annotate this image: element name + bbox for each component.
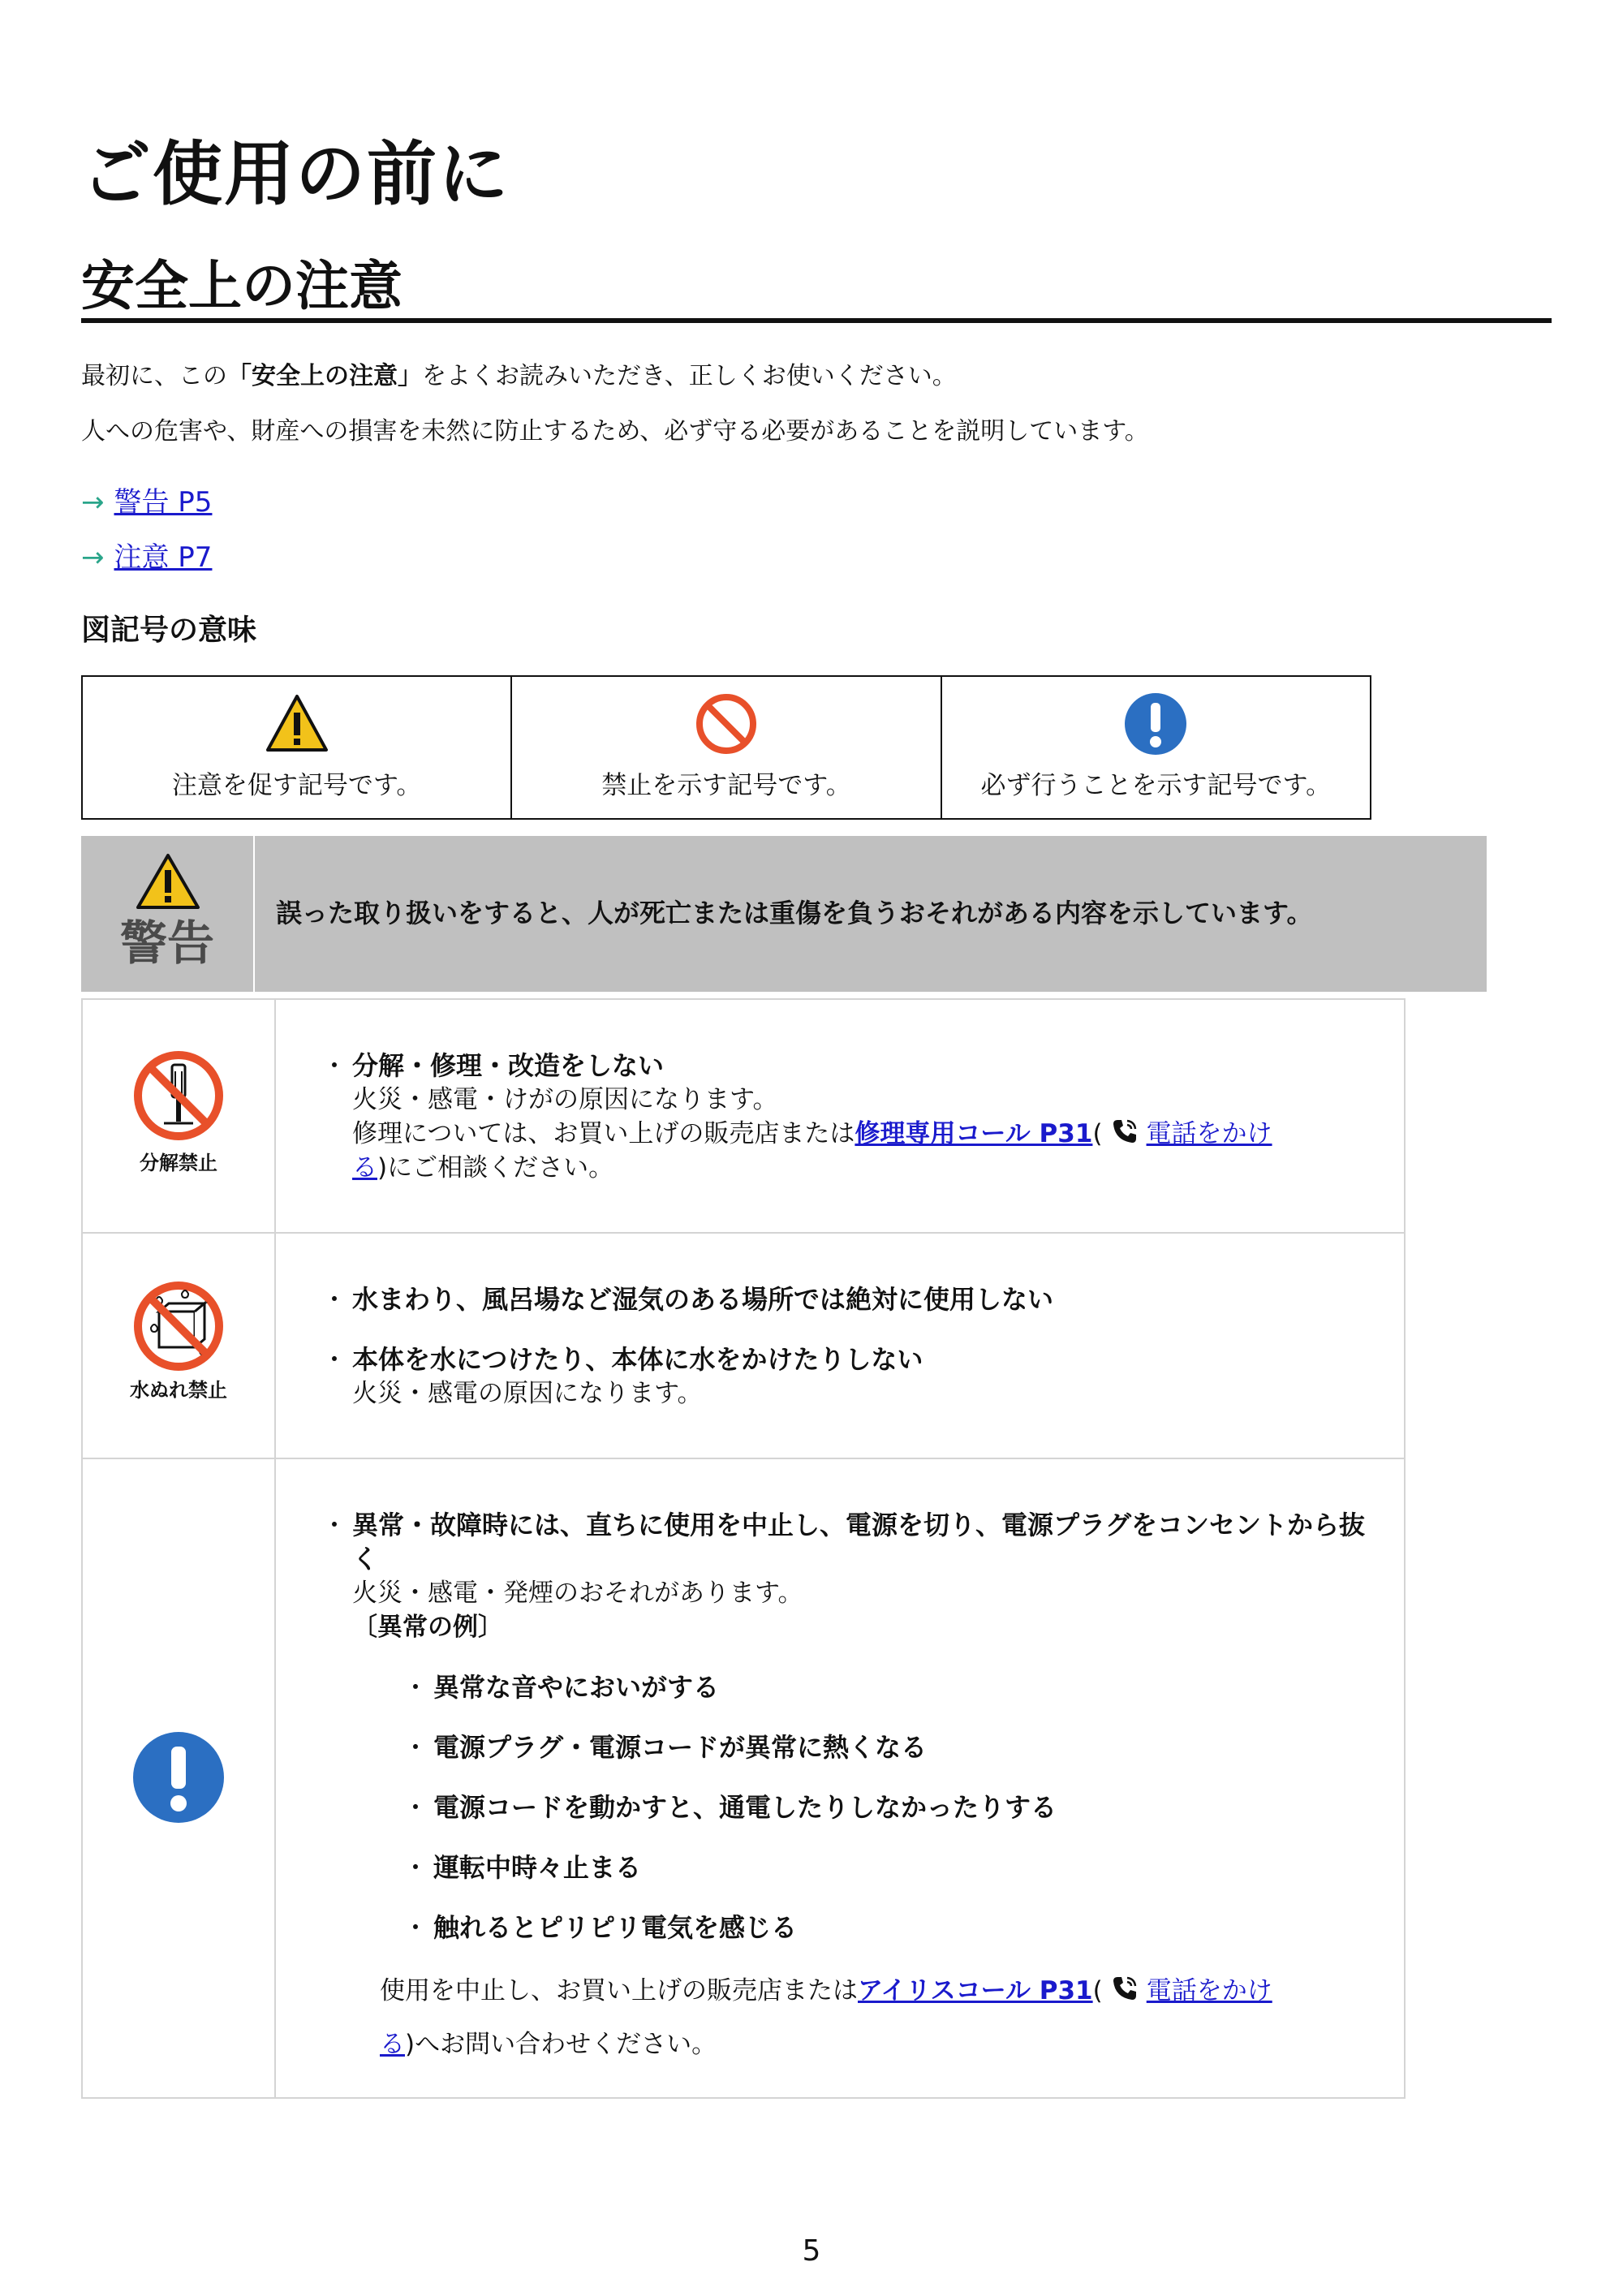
phone-icon: [1111, 1118, 1139, 1145]
item-title: 水まわり、風呂場など湿気のある場所では絶対に使用しない: [352, 1284, 1054, 1315]
item-text: 修理については、お買い上げの販売店または: [352, 1119, 855, 1148]
intro-text: をよくお読みいただき、正しくお使いください。: [422, 362, 957, 390]
example-item: 運転中時々止まる: [433, 1852, 642, 1883]
item-detail-consult: [352, 1151, 613, 1185]
warning-triangle-icon: [135, 852, 201, 911]
phone-icon: [1111, 1975, 1139, 2002]
chapter-title: ご使用の前に: [81, 134, 510, 215]
prohibition-icon: [694, 691, 759, 756]
warning-label-block: [81, 836, 255, 992]
intro-paragraph-1: [81, 359, 957, 394]
symbol-desc: 注意を促す記号です。: [171, 771, 422, 800]
symbol-desc: 禁止を示す記号です。: [601, 771, 851, 800]
warning-row-malfunction: [83, 1459, 1404, 2097]
symbols-heading: 図記号の意味: [81, 614, 257, 647]
link-call[interactable]: 電話をかけ: [1146, 1976, 1272, 2005]
link-row-caution: [81, 539, 212, 576]
arrow-icon: →: [81, 541, 105, 574]
example-item: 触れるとピリピリ電気を感じる: [433, 1912, 798, 1943]
link-iris-call-p31[interactable]: アイリスコール P31: [858, 1976, 1093, 2005]
bullet: ・: [321, 1510, 348, 1540]
item-text: 使用を中止し、お買い上げの販売店または: [380, 1976, 858, 2005]
bullet: ・: [403, 1792, 429, 1823]
item-title: 分解・修理・改造をしない: [352, 1050, 665, 1081]
example-item: 電源プラグ・電源コードが異常に熱くなる: [433, 1732, 928, 1763]
row-content: [276, 1234, 1404, 1458]
symbol-cell-mandatory: [942, 677, 1370, 818]
page-number: 5: [802, 2234, 821, 2268]
item-title-cont: く: [352, 1544, 379, 1574]
bullet: ・: [403, 1672, 429, 1703]
example-heading: 〔異常の例〕: [352, 1613, 503, 1642]
item-title: 本体を水につけたり、本体に水をかけたりしない: [352, 1344, 923, 1375]
no-disassembly-icon: [131, 1049, 226, 1143]
symbol-cell-caution: [83, 677, 512, 818]
caution-triangle-icon: [265, 691, 329, 756]
symbol-cell-prohibition: [512, 677, 941, 818]
bullet: ・: [321, 1284, 348, 1315]
example-item: 異常な音やにおいがする: [433, 1672, 720, 1703]
section-title: 安全上の注意: [81, 255, 403, 317]
link-call[interactable]: る: [380, 2030, 405, 2059]
bullet: ・: [321, 1344, 348, 1375]
link-row-warning: [81, 484, 212, 521]
pictogram-cell: [83, 1000, 276, 1232]
item-title: 異常・故障時には、直ちに使用を中止し、電源を切り、電源プラグをコンセントから抜: [352, 1510, 1366, 1540]
link-caution-p7[interactable]: 注意 P7: [114, 541, 213, 574]
link-call[interactable]: る: [352, 1153, 377, 1182]
link-repair-call-p31[interactable]: 修理専用コール P31: [855, 1119, 1093, 1148]
bullet: ・: [403, 1912, 429, 1943]
warning-message: 誤った取り扱いをすると、人が死亡または重傷を負うおそれがある内容を示しています。: [276, 898, 1313, 928]
pictogram-cell: [83, 1234, 276, 1458]
no-wet-icon: [131, 1279, 226, 1373]
item-text: )へお問い合わせください。: [405, 2030, 717, 2059]
bullet: ・: [403, 1852, 429, 1883]
bullet: ・: [403, 1732, 429, 1763]
warning-label: 警告: [119, 915, 214, 971]
pictogram-label: 分解禁止: [140, 1152, 217, 1174]
item-detail: 火災・感電・けがの原因になります。: [352, 1085, 778, 1114]
item-detail-repair: [352, 1117, 1272, 1151]
symbol-meaning-table: [81, 675, 1371, 820]
pictogram-cell: [83, 1459, 276, 2097]
link-call[interactable]: 電話をかけ: [1146, 1119, 1272, 1148]
warning-row-water: [83, 1234, 1404, 1459]
item-detail: 火災・感電・発煙のおそれがあります。: [352, 1579, 803, 1608]
warning-items-table: [81, 998, 1406, 2099]
intro-paragraph-2: 人への危害や、財産への損害を未然に防止するため、必ず守る必要があることを説明しています。: [81, 417, 1149, 446]
row-content: [276, 1000, 1404, 1232]
item-detail: 火災・感電の原因になります。: [352, 1379, 703, 1408]
paren: (: [1092, 1119, 1103, 1148]
contact-line-2: [380, 2027, 717, 2061]
row-content: [276, 1459, 1404, 2097]
mandatory-icon: [131, 1730, 226, 1824]
warning-banner: [81, 836, 1487, 992]
intro-emphasis: 「安全上の注意」: [227, 362, 422, 390]
example-item: 電源コードを動かすと、通電したりしなかったりする: [433, 1792, 1057, 1823]
pictogram-label: 水ぬれ禁止: [130, 1379, 227, 1402]
mandatory-icon: [1123, 691, 1188, 756]
item-text: )にご相談ください。: [377, 1153, 614, 1182]
intro-text: 最初に、この: [81, 362, 227, 390]
section-divider: [81, 318, 1552, 323]
paren: (: [1092, 1976, 1103, 2005]
link-warning-p5[interactable]: 警告 P5: [114, 486, 213, 519]
contact-line: [380, 1974, 1272, 2008]
arrow-icon: →: [81, 486, 105, 519]
warning-row-disassembly: [83, 1000, 1404, 1234]
bullet: ・: [321, 1050, 348, 1081]
symbol-desc: 必ず行うことを示す記号です。: [980, 771, 1332, 800]
